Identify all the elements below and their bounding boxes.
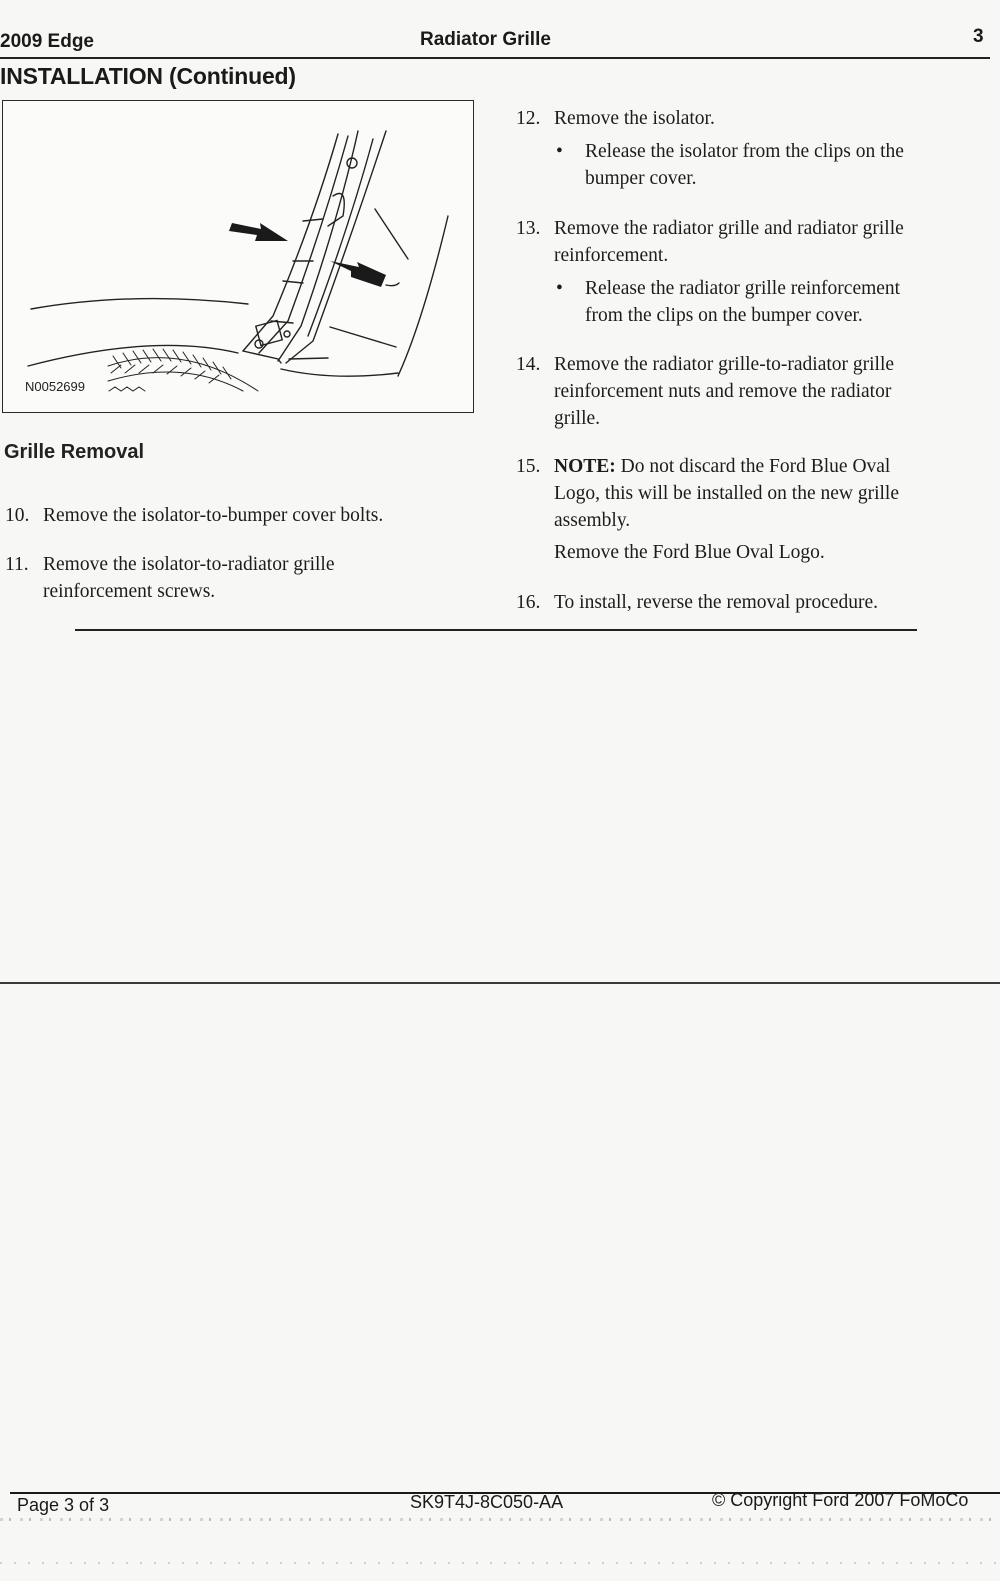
note-text: Do not discard the Ford Blue Oval	[615, 456, 891, 477]
step-text-line-2: Logo, this will be installed on the new grille	[554, 483, 899, 504]
step-12	[516, 105, 976, 135]
step-text-line-1: Remove the isolator-to-radiator grille	[43, 554, 335, 575]
step-text-line-2: reinforcement screws.	[43, 581, 216, 602]
fascia-line-4	[386, 283, 399, 286]
bullet-text-line-1: Release the radiator grille reinforcement	[585, 278, 901, 299]
step-number: 11.	[5, 554, 29, 575]
step-number: 14.	[516, 354, 541, 375]
step-text-line-1: Remove the radiator grille and radiator grille	[554, 218, 904, 239]
fascia-line-3	[289, 358, 328, 359]
step-text-line-1	[554, 453, 890, 480]
header-model: 2009 Edge	[0, 31, 94, 52]
step-text: To install, reverse the removal procedure.	[554, 592, 879, 613]
illustration-figure	[2, 100, 474, 413]
step-text-line-1: Remove the radiator grille-to-radiator grille	[554, 354, 895, 375]
step-number: 13.	[516, 218, 541, 239]
step-13-bullet	[556, 275, 976, 331]
step-text-line-3: assembly.	[554, 510, 631, 531]
grille-reinforcement-bracket	[243, 131, 386, 363]
footer-doc-number: SK9T4J-8C050-AA	[410, 1492, 564, 1512]
footer-page: Page 3 of 3	[17, 1495, 110, 1515]
step-11	[5, 551, 465, 611]
fascia-bottom	[281, 369, 398, 376]
scan-artifact	[0, 1518, 1000, 1521]
bullet-text-line-2: bumper cover.	[585, 168, 697, 189]
footer-copyright: © Copyright Ford 2007 FoMoCo	[712, 1490, 969, 1510]
step-text-line-2: reinforcement.	[554, 245, 669, 266]
arrow-right-icon	[330, 261, 386, 287]
bullet-icon: •	[556, 141, 563, 162]
figure-id: N0052699	[25, 379, 85, 394]
note-label: NOTE:	[554, 456, 616, 477]
tire-tread-icon	[108, 349, 258, 391]
header-title: Radiator Grille	[420, 29, 551, 50]
step-15	[516, 453, 976, 568]
step-number: 15.	[516, 456, 541, 477]
bullet-text-line-1: Release the isolator from the clips on the	[585, 141, 904, 162]
step-text: Remove the isolator.	[554, 108, 715, 129]
step-13	[516, 215, 976, 271]
step-followup: Remove the Ford Blue Oval Logo.	[554, 542, 825, 563]
subsection-title: Grille Removal	[4, 441, 145, 463]
fascia-line-2	[330, 327, 396, 347]
step-16	[516, 589, 976, 619]
fascia-edge	[398, 216, 448, 376]
step-text: Remove the isolator-to-bumper cover bolts.	[43, 505, 384, 526]
step-14	[516, 351, 976, 433]
header-page-number: 3	[973, 26, 984, 47]
step-number: 12.	[516, 108, 541, 129]
arrow-left-icon	[229, 223, 288, 241]
step-text-line-2: reinforcement nuts and remove the radiator	[554, 381, 892, 402]
step-number: 16.	[516, 592, 541, 613]
bullet-icon: •	[556, 278, 563, 299]
scan-divider	[0, 982, 1000, 984]
content-end-divider	[75, 629, 917, 631]
fascia-line-1	[375, 209, 408, 259]
grille-illustration	[3, 101, 473, 412]
step-number: 10.	[5, 505, 30, 526]
step-text-line-3: grille.	[554, 408, 601, 429]
header-divider	[0, 57, 990, 59]
scan-artifact	[0, 1562, 1000, 1564]
section-title: INSTALLATION (Continued)	[0, 63, 296, 89]
bullet-text-line-2: from the clips on the bumper cover.	[585, 305, 863, 326]
step-12-bullet	[556, 138, 976, 194]
bumper-upper-curve	[31, 299, 248, 309]
